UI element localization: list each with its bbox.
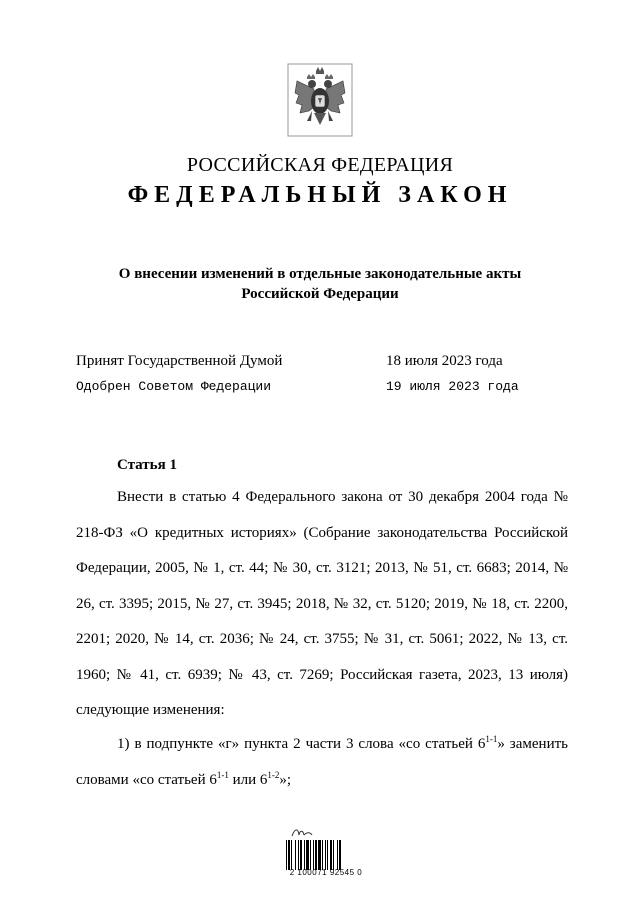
adoption-row-council: [76, 379, 576, 399]
barcode-bar: [322, 840, 323, 870]
amendment-item-1: [76, 727, 568, 798]
coat-of-arms-emblem: [287, 63, 353, 137]
item-text: » заменить словами «со статьей 6: [76, 736, 568, 788]
barcode-bar: [310, 840, 311, 870]
adoption-label: Принят Государственной Думой: [76, 353, 283, 369]
barcode-bar: [291, 840, 292, 870]
barcode-bar: [288, 840, 290, 870]
item-superscript: 1-1: [216, 769, 229, 780]
adoption-date: 18 июля 2023 года: [386, 353, 503, 369]
barcode-bar: [304, 840, 305, 870]
country-name: РОССИЙСКАЯ ФЕДЕРАЦИЯ: [186, 154, 454, 176]
barcode-bar: [330, 840, 332, 870]
item-superscript: 1-2: [267, 769, 280, 780]
barcode-bar: [286, 840, 287, 870]
adoption-date: 19 июля 2023 года: [386, 379, 519, 394]
item-superscript: 1-1: [485, 734, 498, 744]
barcode-bar: [327, 840, 328, 870]
barcode-bar: [333, 840, 334, 870]
item-text: 1) в подпункте «г» пункта 2 части 3 слова «со статьей 6: [117, 736, 486, 752]
barcode-bar: [325, 840, 326, 870]
barcode-number: 2 100071 92545 0: [289, 868, 363, 877]
barcode-bar: [298, 840, 299, 870]
item-text: »;: [279, 771, 292, 788]
law-title-line-1: О внесении изменений в отдельные законодательные акты: [118, 266, 522, 282]
barcode-bar: [306, 840, 309, 870]
article-heading: Статья 1: [117, 457, 177, 473]
item-text: или 6: [228, 771, 268, 788]
adoption-label: Одобрен Советом Федерации: [76, 379, 272, 394]
barcode-bar: [313, 840, 314, 870]
barcode-bar: [300, 840, 302, 870]
law-type-heading: ФЕДЕРАЛЬНЫЙ ЗАКОН: [127, 182, 513, 208]
article-paragraph: Внести в статью 4 Федерального закона от 30 декабря 2004 года № 218-ФЗ «О кредитных историях» (Собрание законодательства Российской Федерации, 2005, № 1, ст. 44; № 30, ст. 3121; 2013, № 51, ст. 6683; 2014, № 26, ст. 3395; 2015, № 27, ст. 3945; 2018, № 32, ст. 5120; 2019, № 18, ст. 2200, 2201; 2020, № 14, ст. 2036; № 24, ст. 3755; № 31, ст. 5061; 2022, № 13, ст. 1960; № 41, ст. 6939; № 43, ст. 7269; Российская газета, 2023, 13 июля) следующие изменения:: [76, 489, 568, 718]
law-title: [0, 264, 640, 304]
handwritten-mark-icon: [290, 826, 314, 840]
barcode-bar: [295, 840, 296, 870]
barcode-bar: [318, 840, 321, 870]
adoption-row-duma: [76, 353, 576, 373]
barcode-bar: [315, 840, 317, 870]
barcode: [286, 840, 364, 870]
law-title-line-2: Российской Федерации: [241, 286, 399, 302]
barcode-bar: [339, 840, 341, 870]
barcode-bar: [337, 840, 338, 870]
